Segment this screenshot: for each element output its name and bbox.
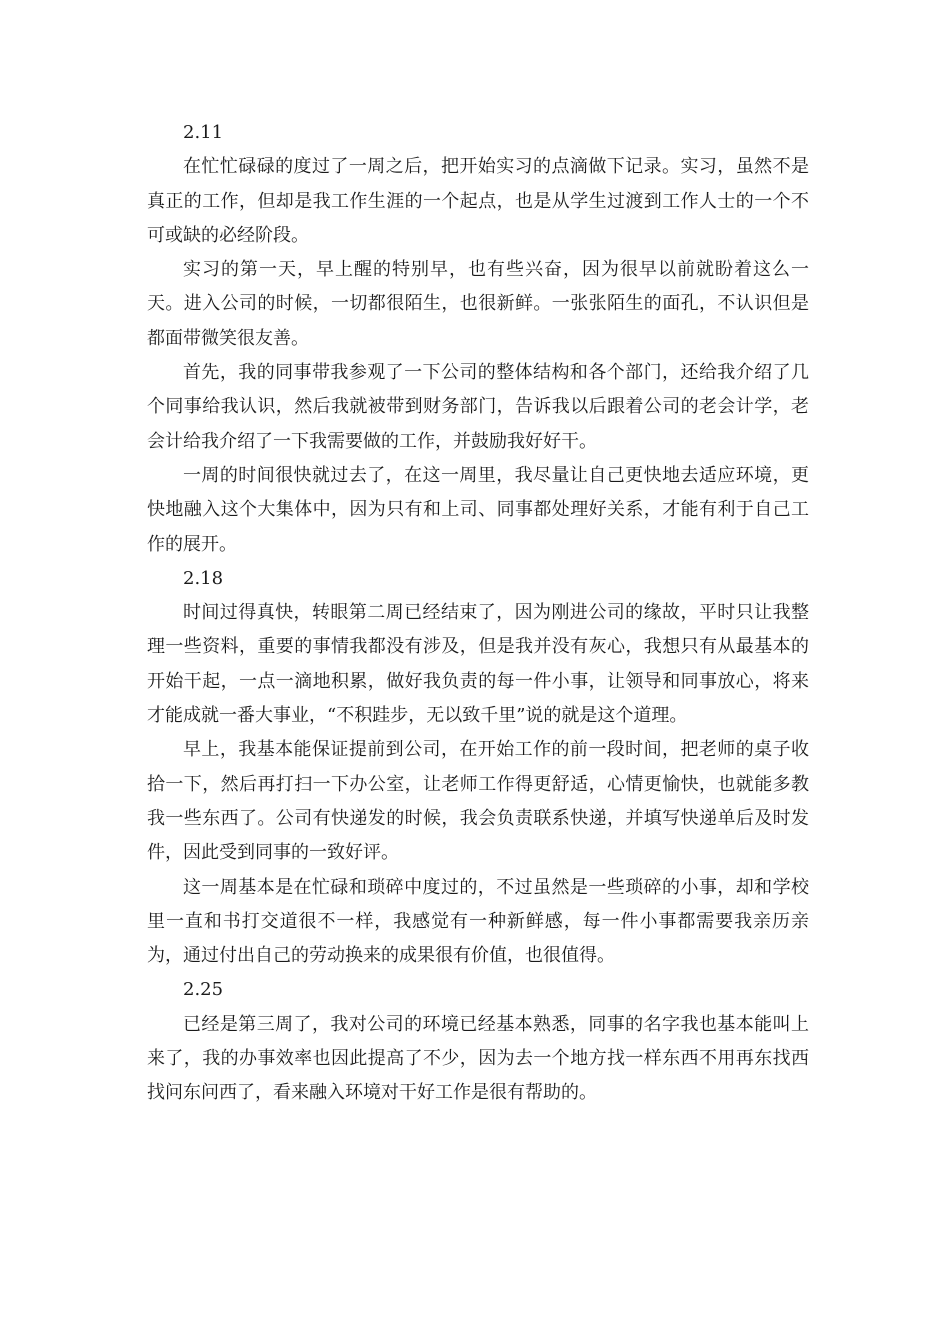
- entry-date: 2.18: [183, 567, 224, 589]
- paragraph: 实习的第一天，早上醒的特别早，也有些兴奋，因为很早以前就盼着这么一天。进入公司的时候，一切都很陌生，也很新鲜。一张张陌生的面孔，不认识但是都面带微笑很友善。: [147, 259, 809, 349]
- paragraph: 已经是第三周了，我对公司的环境已经基本熟悉，同事的名字我也基本能叫上来了，我的办事效率也因此提高了不少，因为去一个地方找一样东西不用再东找西找问东问西了，看来融入环境对干好工作是很有帮助的。: [147, 1013, 809, 1104]
- paragraph: 这一周基本是在忙碌和琐碎中度过的，不过虽然是一些琐碎的小事，却和学校里一直和书打交道很不一样，我感觉有一种新鲜感，每一件小事都需要我亲历亲为，通过付出自己的劳动换来的成果很有价值，也很值得。: [147, 876, 809, 967]
- document-body: [147, 116, 809, 1111]
- paragraph: 一周的时间很快就过去了，在这一周里，我尽量让自己更快地去适应环境，更快地融入这个大集体中，因为只有和上司、同事都处理好关系，才能有利于自己工作的展开。: [147, 464, 809, 555]
- paragraph: 早上，我基本能保证提前到公司，在开始工作的前一段时间，把老师的桌子收拾一下，然后再打扫一下办公室，让老师工作得更舒适，心情更愉快，也就能多教我一些东西了。公司有快递发的时候，我会负责联系快递，并填写快递单后及时发件，因此受到同事的一致好评。: [147, 739, 809, 864]
- paragraph: 首先，我的同事带我参观了一下公司的整体结构和各个部门，还给我介绍了几个同事给我认识，然后我就被带到财务部门，告诉我以后跟着公司的老会计学，老会计给我介绍了一下我需要做的工作，并鼓励我好好干。: [147, 362, 809, 452]
- paragraph: 时间过得真快，转眼第二周已经结束了，因为刚进公司的缘故，平时只让我整理一些资料，重要的事情我都没有涉及，但是我并没有灰心，我想只有从最基本的开始干起，一点一滴地积累，做好我负责的每一件小事，让领导和同事放心，将来才能成就一番大事业，“不积跬步，无以致千里”说的就是这个道理。: [147, 602, 809, 727]
- entry-date: 2.11: [183, 122, 224, 143]
- entry-date: 2.25: [183, 979, 224, 1001]
- paragraph: 在忙忙碌碌的度过了一周之后，把开始实习的点滴做下记录。实习，虽然不是真正的工作，但却是我工作生涯的一个起点，也是从学生过渡到工作人士的一个不可或缺的必经阶段。: [147, 156, 809, 246]
